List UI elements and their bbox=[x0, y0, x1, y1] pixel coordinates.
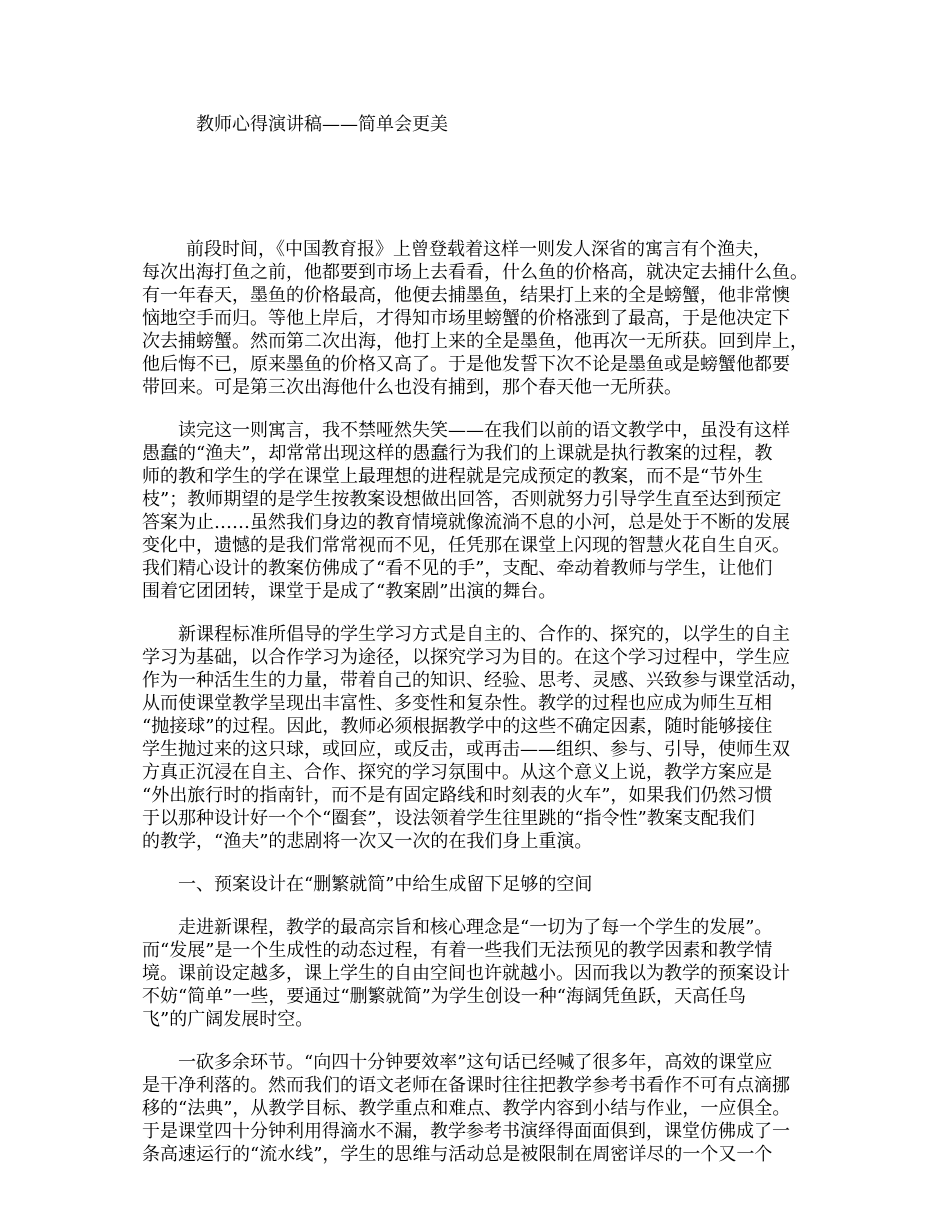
text-line: 移的“法典”，从教学目标、教学重点和难点、教学内容到小结与作业，一应俱全。 bbox=[142, 1098, 791, 1119]
text-line: 是干净利落的。然而我们的语文老师在备课时往往把教学参考书看作不可有点滴挪 bbox=[142, 1075, 790, 1096]
text-line: 飞”的广阔发展时空。 bbox=[142, 1009, 314, 1030]
text-line: 学生抛过来的这只球，或回应，或反击，或再击——组织、参与、引导，使师生双 bbox=[142, 739, 790, 760]
text-line: 读完这一则寓言，我不禁哑然失笑——在我们以前的语文教学中，虽没有这样 bbox=[178, 420, 790, 441]
text-line: 新课程标准所倡导的学生学习方式是自主的、合作的、探究的，以学生的自主 bbox=[178, 624, 790, 645]
text-line: 境。课前设定越多，课上学生的自由空间也许就越小。因而我以为教学的预案设计 bbox=[142, 963, 790, 984]
text-line: 一砍多余环节。“向四十分钟要效率”这句话已经喊了很多年，高效的课堂应 bbox=[178, 1052, 773, 1073]
text-line: 围着它团团转，课堂于是成了“教案剧”出演的舞台。 bbox=[142, 581, 557, 602]
text-line: 前段时间，《中国教育报》上曾登载着这样一则发人深省的寓言有个渔夫， bbox=[186, 239, 771, 260]
text-line: 于是课堂四十分钟利用得滴水不漏，教学参考书演绎得面面俱到，课堂仿佛成了一 bbox=[142, 1121, 790, 1142]
text-line: 走进新课程，教学的最高宗旨和核心理念是“一切为了每一个学生的发展”。 bbox=[178, 917, 773, 938]
text-line: 学习为基础，以合作学习为途径，以探究学习为目的。在这个学习过程中，学生应 bbox=[142, 647, 790, 668]
text-line: 变化中，遗憾的是我们常常视而不见，任凭那在课堂上闪现的智慧火花自生自灭。 bbox=[142, 535, 790, 556]
text-line: 我们精心设计的教案仿佛成了“看不见的手”，支配、牵动着教师与学生，让他们 bbox=[142, 558, 773, 579]
text-line: 不妨“简单”一些，要通过“删繁就简”为学生创设一种“海阔凭鱼跃，天高任鸟 bbox=[142, 986, 747, 1007]
text-line: 每次出海打鱼之前，他都要到市场上去看看，什么鱼的价格高，就决定去捕什么鱼。 bbox=[142, 262, 808, 283]
section-heading: 一、预案设计在“删繁就简”中给生成留下足够的空间 bbox=[178, 874, 593, 895]
text-line: “外出旅行时的指南针，而不是有固定路线和时刻表的火车”，如果我们仍然习惯 bbox=[142, 785, 773, 806]
text-line: 恼地空手而归。等他上岸后，才得知市场里螃蟹的价格涨到了最高，于是他决定下 bbox=[142, 308, 790, 329]
text-line: “抛接球”的过程。因此，教师必须根据教学中的这些不确定因素，随时能够接住 bbox=[142, 716, 773, 737]
text-line: 的教学，“渔夫”的悲剧将一次又一次的在我们身上重演。 bbox=[142, 831, 593, 852]
text-line: 带回来。可是第三次出海他什么也没有捕到，那个春天他一无所获。 bbox=[142, 377, 682, 398]
text-line: 愚蠢的“渔夫”，却常常出现这样的愚蠢行为我们的上课就是执行教案的过程，教 bbox=[142, 443, 773, 464]
text-line: 有一年春天，墨鱼的价格最高，他便去捕墨鱼，结果打上来的全是螃蟹，他非常懊 bbox=[142, 285, 790, 306]
paragraph-new-curriculum bbox=[142, 623, 822, 853]
text-line: 答案为止……虽然我们身边的教育情境就像流淌不息的小河，总是处于不断的发展 bbox=[142, 512, 790, 533]
text-line: 于以那种设计好一个个“圈套”，设法领着学生往里跳的“指令性”教案支配我们 bbox=[142, 808, 755, 829]
paragraph-fable bbox=[142, 238, 822, 399]
text-line: 从而使课堂教学呈现出丰富性、多变性和复杂性。教学的过程也应成为师生互相 bbox=[142, 693, 772, 714]
text-line: 他后悔不已，原来墨鱼的价格又高了。于是他发誓下次不论是墨鱼或是螃蟹他都要 bbox=[142, 354, 790, 375]
text-line: 条高速运行的“流水线”，学生的思维与活动总是被限制在周密详尽的一个又一个 bbox=[142, 1144, 773, 1165]
paragraph-development bbox=[142, 916, 822, 1031]
paragraph-cut-steps bbox=[142, 1051, 822, 1166]
text-line: 作为一种活生生的力量，带着自己的知识、经验、思考、灵感、兴致参与课堂活动， bbox=[142, 670, 808, 691]
text-line: 次去捕螃蟹。然而第二次出海，他打上来的全是墨鱼，他再次一无所获。回到岸上， bbox=[142, 331, 808, 352]
text-line: 而“发展”是一个生成性的动态过程，有着一些我们无法预见的教学因素和教学情 bbox=[142, 940, 773, 961]
document-body bbox=[142, 238, 822, 1186]
paragraph-reflection bbox=[142, 419, 822, 603]
text-line: 师的教和学生的学在课堂上最理想的进程就是完成预定的教案，而不是“节外生 bbox=[142, 466, 764, 487]
document-title: 教师心得演讲稿——简单会更美 bbox=[196, 114, 448, 135]
text-line: 方真正沉浸在自主、合作、探究的学习氛围中。从这个意义上说，教学方案应是 bbox=[142, 762, 772, 783]
text-line: 枝”；教师期望的是学生按教案设想做出回答，否则就努力引导学生直至达到预定 bbox=[142, 489, 782, 510]
